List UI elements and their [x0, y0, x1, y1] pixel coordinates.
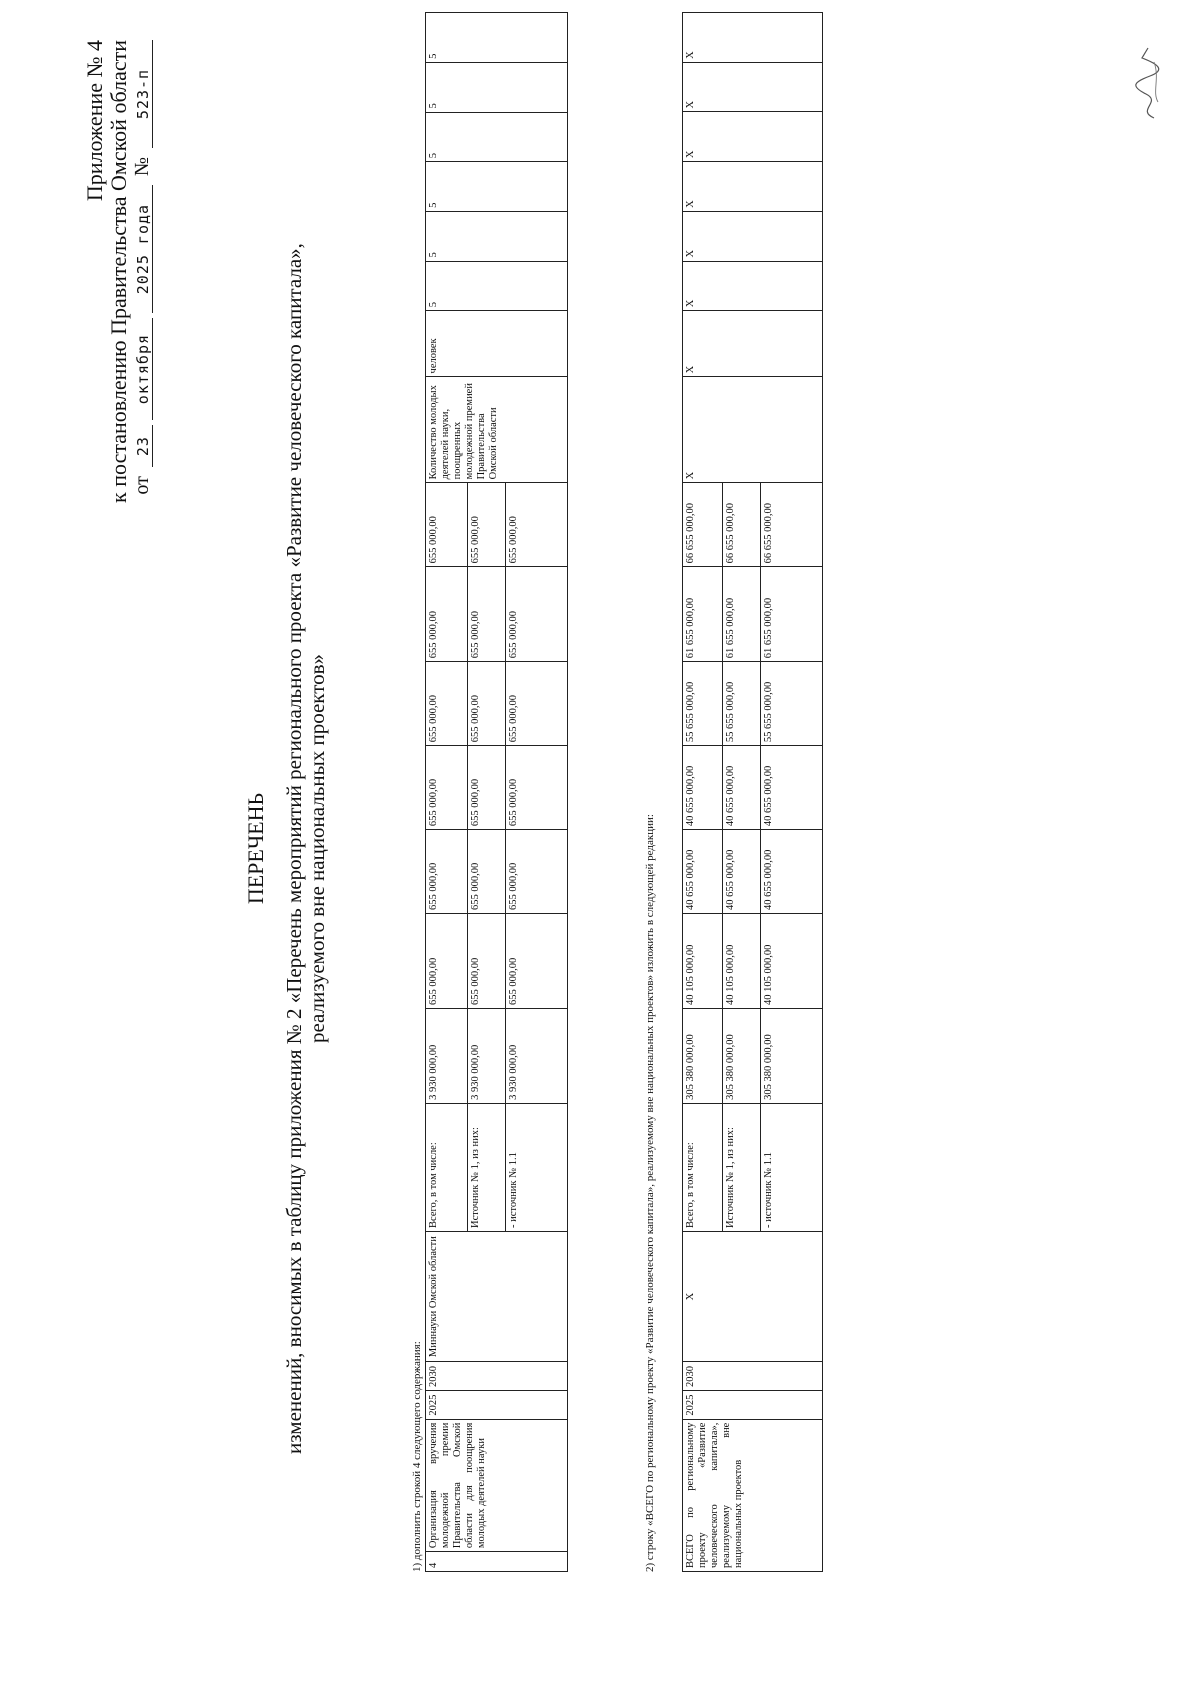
total-cell: 3 930 000,00 — [468, 1008, 506, 1103]
indicator-value-cell: Х — [683, 62, 823, 112]
year-value-cell: 655 000,00 — [426, 914, 468, 1009]
year-value-cell: 40 655 000,00 — [683, 746, 723, 830]
source-cell: - источник № 1.1 — [506, 1103, 568, 1231]
indicator-value-cell: Х — [683, 261, 823, 311]
indicator-value-cell: Х — [683, 162, 823, 212]
total-row-name-cell: ВСЕГО по региональному проекту «Развитие человеческого капитала», реализуемому вне национальных проектов — [683, 1419, 823, 1571]
number-prefix: № — [131, 157, 153, 177]
year-value-cell: 655 000,00 — [468, 662, 506, 746]
indicator-cell: Х — [683, 377, 823, 483]
section-1-table — [425, 12, 568, 1572]
year-value-cell: 655 000,00 — [426, 483, 468, 567]
date-year-field: 2025 года — [134, 185, 153, 313]
date-day-field: 23 — [134, 425, 153, 467]
row-number-cell: 4 — [426, 1552, 568, 1572]
year-value-cell: 66 655 000,00 — [683, 483, 723, 567]
year-value-cell: 655 000,00 — [468, 567, 506, 662]
year-value-cell: 40 105 000,00 — [761, 913, 823, 1008]
year-value-cell: 655 000,00 — [506, 830, 568, 914]
source-cell: Всего, в том числе: — [426, 1103, 468, 1231]
year-value-cell: 55 655 000,00 — [761, 662, 823, 746]
end-year-cell: 2030 — [426, 1362, 568, 1391]
year-value-cell: 55 655 000,00 — [683, 662, 723, 746]
total-cell: 3 930 000,00 — [506, 1008, 568, 1103]
indicator-value-cell: 5 — [426, 112, 568, 162]
appendix-label: Приложение № 4 — [82, 40, 107, 202]
indicator-value-cell: Х — [683, 211, 823, 261]
year-value-cell: 61 655 000,00 — [723, 567, 761, 662]
indicator-value-cell: 5 — [426, 13, 568, 63]
year-value-cell: 66 655 000,00 — [723, 483, 761, 567]
document-subtitle-line-2: реализуемого вне национальных проектов» — [305, 653, 329, 1044]
year-value-cell: 66 655 000,00 — [761, 483, 823, 567]
indicator-value-cell: Х — [683, 13, 823, 63]
unit-cell: человек — [426, 311, 568, 377]
year-value-cell: 655 000,00 — [468, 830, 506, 914]
year-value-cell: 61 655 000,00 — [683, 567, 723, 662]
year-value-cell: 55 655 000,00 — [723, 662, 761, 746]
total-cell: 305 380 000,00 — [761, 1008, 823, 1103]
year-value-cell: 40 105 000,00 — [683, 913, 723, 1008]
source-cell: Источник № 1, из них: — [468, 1103, 506, 1231]
total-cell: 305 380 000,00 — [723, 1008, 761, 1103]
year-value-cell: 655 000,00 — [506, 483, 568, 567]
unit-cell: Х — [683, 311, 823, 377]
year-value-cell: 40 655 000,00 — [723, 746, 761, 830]
executor-cell: Х — [683, 1231, 823, 1361]
total-cell: 305 380 000,00 — [683, 1008, 723, 1103]
resolution-label: к постановлению Правительства Омской области — [106, 40, 131, 503]
date-month-field: октября — [134, 318, 153, 420]
year-value-cell: 40 105 000,00 — [723, 913, 761, 1008]
indicator-value-cell: 5 — [426, 211, 568, 261]
end-year-cell: 2030 — [683, 1362, 823, 1391]
handwritten-signature — [1128, 42, 1168, 122]
year-value-cell: 655 000,00 — [506, 914, 568, 1009]
year-value-cell: 655 000,00 — [426, 567, 468, 662]
source-cell: Всего, в том числе: — [683, 1103, 723, 1231]
indicator-value-cell: 5 — [426, 162, 568, 212]
section-1-instruction: 1) дополнить строкой 4 следующего содержания: — [411, 1341, 423, 1572]
source-cell: - источник № 1.1 — [761, 1103, 823, 1231]
document-title: ПЕРЕЧЕНЬ — [243, 792, 268, 905]
year-value-cell: 655 000,00 — [468, 746, 506, 830]
resolution-number-field: 523-п — [134, 40, 153, 148]
indicator-value-cell: 5 — [426, 261, 568, 311]
year-value-cell: 655 000,00 — [506, 567, 568, 662]
total-cell: 3 930 000,00 — [426, 1008, 468, 1103]
year-value-cell: 655 000,00 — [468, 914, 506, 1009]
start-year-cell: 2025 — [683, 1390, 823, 1419]
year-value-cell: 40 655 000,00 — [761, 746, 823, 830]
year-value-cell: 40 655 000,00 — [683, 830, 723, 914]
section-2-table — [682, 12, 823, 1572]
year-value-cell: 655 000,00 — [426, 746, 468, 830]
table-row — [683, 13, 723, 1572]
start-year-cell: 2025 — [426, 1390, 568, 1419]
indicator-value-cell: Х — [683, 112, 823, 162]
date-prefix: от — [131, 476, 153, 495]
indicator-cell: Количество молодых деятелей науки, поощренных молодежной премией Правительства Омской области — [426, 377, 568, 483]
year-value-cell: 655 000,00 — [506, 746, 568, 830]
document-subtitle-line-1: изменений, вносимых в таблицу приложения № 2 «Перечень мероприятий регионального проекта «Развитие человеческого капитала», — [282, 243, 306, 1454]
source-cell: Источник № 1, из них: — [723, 1103, 761, 1231]
executor-cell: Миннауки Омской области — [426, 1231, 568, 1361]
year-value-cell: 655 000,00 — [506, 662, 568, 746]
year-value-cell: 40 655 000,00 — [761, 830, 823, 914]
year-value-cell: 40 655 000,00 — [723, 830, 761, 914]
table-row — [426, 13, 468, 1572]
event-name-cell: Организация вручения молодежной премии Правительства Омской области для поощрения молодых деятелей науки — [426, 1419, 568, 1551]
resolution-date-line — [131, 40, 154, 499]
year-value-cell: 655 000,00 — [426, 830, 468, 914]
year-value-cell: 61 655 000,00 — [761, 567, 823, 662]
indicator-value-cell: 5 — [426, 62, 568, 112]
year-value-cell: 655 000,00 — [468, 483, 506, 567]
section-2-instruction: 2) строку «ВСЕГО по региональному проекту «Развитие человеческого капитала», реализуемому вне национальных проектов» изложить в следующей редакции: — [644, 814, 656, 1572]
year-value-cell: 655 000,00 — [426, 662, 468, 746]
